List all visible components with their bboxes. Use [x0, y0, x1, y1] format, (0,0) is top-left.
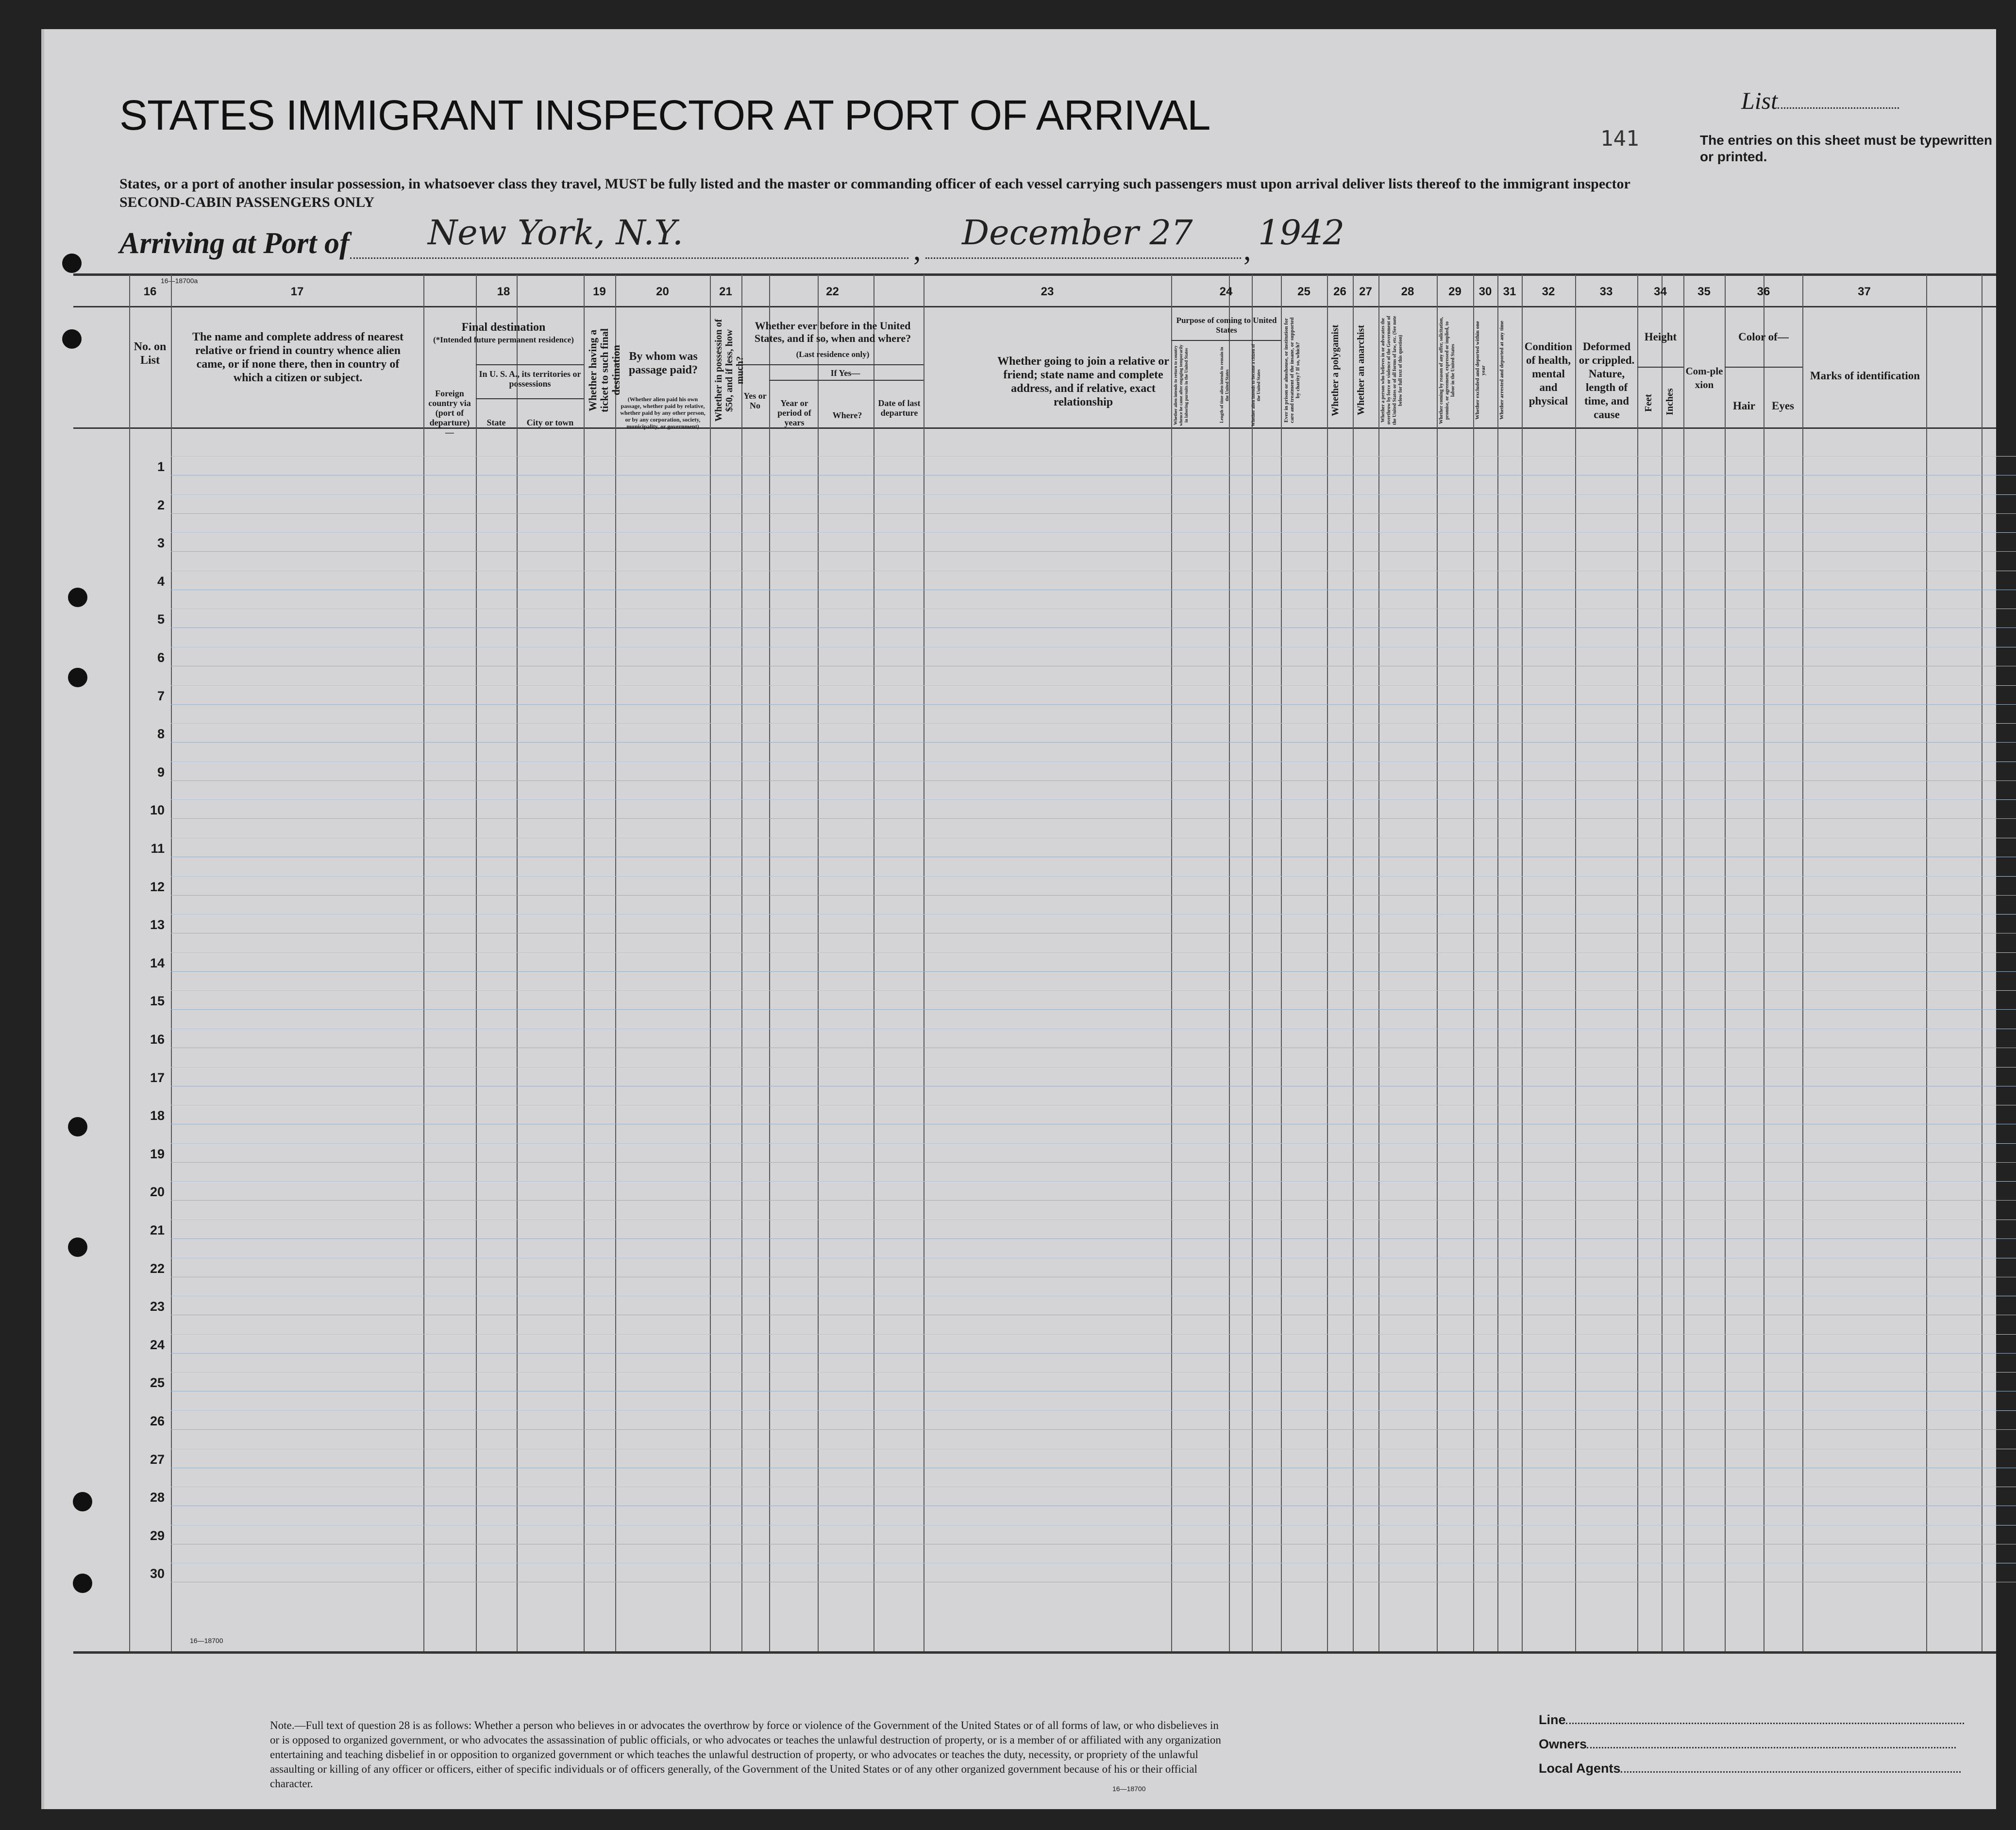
row-rule [171, 551, 2016, 552]
col-num-19: 19 [593, 285, 606, 298]
hdr-in-usa: In U. S. A., its territories or possessions [479, 369, 581, 389]
column-divider [1683, 274, 1684, 1651]
hdr-if-yes: If Yes— [830, 368, 860, 378]
table-bottom-rule [73, 1651, 1996, 1654]
row-number: 6 [157, 650, 165, 665]
column-divider [1725, 274, 1726, 1651]
column-divider [1437, 274, 1438, 1651]
row-rule [171, 513, 2016, 514]
col-num-25: 25 [1297, 285, 1310, 298]
binder-hole [68, 1237, 87, 1257]
row-subrule [171, 990, 2016, 991]
col-num-21: 21 [719, 285, 732, 298]
column-divider [1637, 274, 1638, 1651]
binder-hole [73, 1492, 92, 1511]
port-line [350, 257, 908, 259]
col-num-35: 35 [1697, 285, 1711, 298]
hdr-marks: Marks of identification [1810, 370, 1920, 382]
hdr-deformed: Deformed or crippled. Nature, length of time, and cause [1579, 340, 1635, 421]
hdr-hair: Hair [1733, 400, 1755, 412]
row-number: 24 [150, 1337, 165, 1352]
line-label: Line [1539, 1712, 1964, 1728]
row-number: 21 [150, 1223, 165, 1237]
hdr-polygamist: Whether a polygamist [1330, 324, 1341, 416]
question-28-note: Note.—Full text of question 28 is as follows: Whether a person who believes in or advocates the overthrow by force or violence of the Government of the United States or of all forms of law, or who disbelieves in or is opposed to organized government, or who advocates the assassination of public officials, or who advocates or teaches the unlawful destruction of property, or is a member of or affiliated with any organization entertaining and teaching disbelief in or opposition to organized government or which teaches the unlawful destruction of property, or who advocates or teaches the duty, necessity, or propriety of the unlawful assaulting or killing of any officer or officers, either of specific individuals or of officers generally, of the Government of the United States or of any other organized government because of his or their official character. [270, 1719, 1221, 1790]
row-number: 9 [157, 764, 165, 779]
row-subrule [171, 1181, 2016, 1182]
row-rule [171, 780, 2016, 781]
hdr-labor-offer: Whether coming by reason of any offer, solicitation, promise, or agreement, expressed or implied, to labor in the United States [1439, 317, 1456, 424]
form-code-bottom: 16—18700 [190, 1637, 223, 1644]
binder-hole [68, 668, 87, 687]
col-num-29: 29 [1448, 285, 1462, 298]
column-divider [1353, 274, 1354, 1651]
column-divider [476, 274, 477, 1651]
manifest-sheet: STATES IMMIGRANT INSPECTOR AT PORT OF ARRIVAL States, or a port of another insular possession, in whatsoever class they travel, MUST be fully listed and the master or commanding officer of each vessel carrying such passengers must upon arrival deliver lists thereof to the immigrant inspector SECOND-CABIN PASSENGERS ONLY Arriving at Port of New York, N.Y. , December 27 , 1942 List 141 The entries on this sheet must be typewritten or printed. 16—18700a 16 17 18 19 20 21 22 23 24 25 26 27 28 29 30 31 32 33 34 35 36 37 No. on List The name and complete address of nearest relative or friend in country whence alien came, or if none there, then in country of which a citizen or subject. Final destination (*Intended future permanent residence) Foreign country via (port of departure)— In U. S. A., its territories or possessions State City or town Whether having a ticket to such final destination By whom was passage paid? (Whether alien paid his own passage, whether paid by relative, whether paid by any other person, or by any corporation, society, municipality, or government) Whether in possession of $50, and if less, how much? Whether ever before in the United States, and if so, when and where? (Last residence only) Yes or No If Yes— Year or period of years Where? Date of last departure Whether going to join a relative or friend; state name and complete address, and if relative, exact relationship Purpose of coming to United States Whether alien intends to return to country whence he came after engaging temporarily in laboring pursuits in the United States Length of time alien intends to remain in the United States Whether alien intends to become a citizen of the United States Ever in prison or almshouse, or institution for care and treatment of the insane, or supported by charity? If so, which? Whether a polygamist Whether an anarchist Whether a person who believes in or advocates the overthrow by force or violence of the Government of the United States or of all forms of law, etc. (See note below for full text of this question) Whether coming by reason of any offer, solicitation, promise, or agreement, expressed or implied, to labor in the United States Whether excluded and deported within one year Whether arrested and deported at any time Condition of health, mental and physical Deformed or crippled. Nature, length of time, and cause Height Feet Inches Com-plexion Color of— Hair Eyes Marks of identification 1 2 3 4 5 6 7 8 9 10 11 12 13 14 15 16 17 18 19 20 21 22 23 24 25 26 27 28 29 30 16—18700 Note.—Full text of question 28 is as follows: Whether a person who believes in or advocates the overthrow by force or violence of the Government of the United States or of all forms of law, or who disbelieves in or is opposed to organized government, or who advocates the assassination of public officials, or who advocates or teaches the unlawful destruction of property, or is a member of or affiliated with any organization entertaining and teaching disbelief in or opposition to organized government or which teaches the unlawful destruction of property, or who advocates or teaches the duty, necessity, or propriety of the unlawful assaulting or killing of any officer or officers, either of specific individuals or of officers generally, of the Government of the United States or of any other organized government because of his or their official character. 16—18700 Line Owners Local Agents [41, 29, 1996, 1809]
owners-label: Owners [1539, 1737, 1956, 1752]
row-number: 16 [150, 1032, 165, 1047]
column-divider [1497, 274, 1498, 1651]
row-number: 17 [150, 1070, 165, 1085]
column-divider [171, 274, 172, 1651]
hdr-final-destination: Final destination [461, 321, 546, 334]
hdr-prison: Ever in prison or almshouse, or institution for care and treatment of the insane, or supported by charity? If so, which? [1283, 317, 1301, 424]
hdr-no-on-list: No. on List [134, 340, 167, 367]
year-handwritten: 1942 [1258, 213, 1345, 253]
hdr-fifty-dollars: Whether in possession of $50, and if less, how much? [713, 319, 745, 422]
column-divider [615, 274, 616, 1651]
row-number: 20 [150, 1185, 165, 1200]
column-number-rule [73, 306, 1996, 307]
column-divider [1575, 274, 1576, 1651]
hdr-anarchist: Whether an anarchist [1356, 325, 1366, 416]
form-title: STATES IMMIGRANT INSPECTOR AT PORT OF ARRIVAL [119, 92, 1210, 139]
col-num-26: 26 [1333, 285, 1346, 298]
col-num-23: 23 [1041, 285, 1054, 298]
row-rule [171, 895, 2016, 896]
binder-hole [62, 254, 82, 273]
binder-hole [62, 329, 82, 349]
hdr-nearest-relative: The name and complete address of nearest relative or friend in country whence alien came, or if none there, then in country of which a citizen or subject. [192, 331, 404, 384]
form-code-top: 16—18700a [161, 277, 198, 285]
row-rule [171, 742, 2016, 743]
hdr-inches: Inches [1664, 388, 1675, 416]
row-number: 30 [150, 1566, 165, 1581]
header-bottom-rule [73, 427, 1996, 429]
hdr-purpose-return: Whether alien intends to return to country whence he came after engaging temporarily in laboring pursuits in the United States [1173, 344, 1189, 426]
row-rule [171, 1162, 2016, 1163]
row-subrule [171, 1410, 2016, 1411]
row-number: 7 [157, 688, 165, 703]
hdr-purpose-citizen: Whether alien intends to become a citizen of the United States [1251, 344, 1261, 426]
column-divider [1473, 274, 1474, 1651]
col-num-33: 33 [1599, 285, 1613, 298]
hdr-complexion: Com-plexion [1685, 365, 1723, 390]
row-subrule [171, 532, 2016, 533]
note-code: 16—18700 [1112, 1785, 1146, 1793]
binder-hole [68, 588, 87, 607]
col-num-16: 16 [143, 285, 157, 298]
row-rule [171, 1200, 2016, 1201]
hdr-color-of: Color of— [1738, 331, 1789, 343]
page-number-stamp: 141 [1600, 126, 1639, 151]
row-subrule [171, 914, 2016, 915]
row-number: 23 [150, 1299, 165, 1314]
column-divider [769, 274, 770, 1651]
col-num-22: 22 [826, 285, 839, 298]
row-number: 14 [150, 955, 165, 970]
col-num-30: 30 [1478, 285, 1492, 298]
row-subrule [171, 952, 2016, 953]
column-divider [517, 274, 518, 1651]
row-number: 19 [150, 1146, 165, 1161]
hdr-city-town: City or town [526, 418, 574, 427]
row-number: 4 [157, 574, 165, 589]
hdr-overthrow: Whether a person who believes in or advocates the overthrow by force or violence of the Government of the United States or of all forms of law, etc. (See note below for full text of this question) [1380, 316, 1403, 425]
row-subrule [171, 1143, 2016, 1144]
port-handwritten: New York, N.Y. [428, 213, 683, 253]
row-number: 1 [157, 459, 165, 474]
col-num-34: 34 [1654, 285, 1667, 298]
row-rule [171, 1429, 2016, 1430]
row-subrule [171, 456, 2016, 457]
hdr-final-destination-note: (*Intended future permanent residence) [433, 335, 574, 344]
col-num-24: 24 [1219, 285, 1233, 298]
col-num-36: 36 [1757, 285, 1770, 298]
hdr-foreign-country: Foreign country via (port of departure)— [428, 389, 471, 437]
col-num-27: 27 [1359, 285, 1372, 298]
row-rule [171, 627, 2016, 628]
hdr-ticket: Whether having a ticket to such final destination [587, 328, 622, 412]
hdr-ever-before-note: (Last residence only) [796, 350, 870, 359]
date-line [925, 257, 1241, 259]
row-rule [171, 1009, 2016, 1010]
row-subrule [171, 685, 2016, 686]
row-number: 27 [150, 1452, 165, 1467]
row-number: 2 [157, 497, 165, 512]
hdr-passage-note: (Whether alien paid his own passage, whether paid by relative, whether paid by any other person, or by any corporation, society, municipality, or government) [620, 396, 706, 430]
row-number: 3 [157, 536, 165, 551]
top-rule [73, 273, 1996, 276]
row-number: 22 [150, 1261, 165, 1276]
row-subrule [171, 723, 2016, 724]
hdr-purpose-length: Length of time alien intends to remain in the United States [1219, 347, 1229, 424]
hdr-ever-before: Whether ever before in the United States, and if so, when and where? [754, 320, 911, 344]
hdr-arrested: Whether arrested and deported at any time [1499, 321, 1505, 420]
row-rule [171, 1353, 2016, 1354]
hdr-purpose: Purpose of coming to United States [1176, 316, 1277, 335]
column-divider [1252, 274, 1253, 1651]
binder-hole [68, 1117, 87, 1136]
row-number: 29 [150, 1528, 165, 1543]
row-number: 10 [150, 803, 165, 818]
row-subrule [171, 799, 2016, 800]
row-rule [171, 1238, 2016, 1239]
row-subrule [171, 1067, 2016, 1068]
row-rule [171, 704, 2016, 705]
col-num-31: 31 [1503, 285, 1516, 298]
column-divider [741, 274, 742, 1651]
typewritten-note: The entries on this sheet must be typewritten or printed. [1700, 133, 1993, 164]
column-divider [1281, 274, 1282, 1651]
column-divider [1802, 274, 1803, 1651]
hdr-passage-paid: By whom was passage paid? [628, 350, 698, 376]
binder-hole [73, 1574, 92, 1593]
col-num-17: 17 [290, 285, 304, 298]
hdr-feet: Feet [1643, 394, 1654, 412]
row-number: 18 [150, 1108, 165, 1123]
column-divider [1522, 274, 1523, 1651]
column-divider [1378, 274, 1379, 1651]
column-divider [1229, 274, 1230, 1651]
instruction-line: States, or a port of another insular possession, in whatsoever class they travel, MUST be fully listed and the master or commanding officer of each vessel carrying such passengers must upon arrival deliver lists thereof to the immigrant inspector [119, 176, 1630, 192]
row-number: 5 [157, 612, 165, 627]
cabin-class-line: SECOND-CABIN PASSENGERS ONLY [119, 194, 375, 210]
hdr-year-period: Year or period of years [777, 398, 811, 427]
col-num-32: 32 [1542, 285, 1555, 298]
col-num-20: 20 [656, 285, 669, 298]
row-number: 11 [151, 841, 165, 856]
hdr-eyes: Eyes [1772, 400, 1794, 412]
row-rule [171, 971, 2016, 972]
column-divider [584, 274, 585, 1651]
row-number: 13 [150, 917, 165, 932]
row-number: 26 [150, 1414, 165, 1428]
hdr-height: Height [1644, 331, 1677, 343]
row-number: 12 [150, 879, 165, 894]
column-divider [710, 274, 711, 1651]
row-rule [171, 818, 2016, 819]
list-label: List [1741, 86, 1899, 115]
date-handwritten: December 27 [962, 213, 1193, 253]
row-number: 15 [150, 994, 165, 1009]
col-num-28: 28 [1401, 285, 1414, 298]
arriving-label: Arriving at Port of [119, 227, 350, 260]
hdr-yes-no: Yes or No [743, 391, 767, 410]
column-divider [1327, 274, 1328, 1651]
row-subrule [171, 876, 2016, 877]
hdr-last-departure: Date of last departure [878, 398, 921, 418]
column-divider [1662, 274, 1663, 1651]
local-agents-label: Local Agents [1539, 1761, 1961, 1776]
column-divider [818, 274, 819, 1651]
row-number: 28 [150, 1490, 165, 1505]
row-subrule [171, 494, 2016, 495]
row-number: 8 [157, 727, 165, 742]
row-subrule [171, 1334, 2016, 1335]
col-num-37: 37 [1858, 285, 1871, 298]
hdr-health: Condition of health, mental and physical [1524, 340, 1573, 407]
hdr-where: Where? [832, 410, 862, 420]
column-divider [1171, 274, 1172, 1651]
col-num-18: 18 [497, 285, 510, 298]
hdr-join-relative: Whether going to join a relative or friend; state name and complete address, and if relative, exact relationship [997, 355, 1169, 408]
hdr-excluded: Whether excluded and deported within one year [1475, 321, 1486, 420]
column-divider [1926, 274, 1927, 1651]
row-number: 25 [150, 1375, 165, 1390]
column-divider [423, 274, 424, 1651]
hdr-state: State [487, 418, 506, 427]
